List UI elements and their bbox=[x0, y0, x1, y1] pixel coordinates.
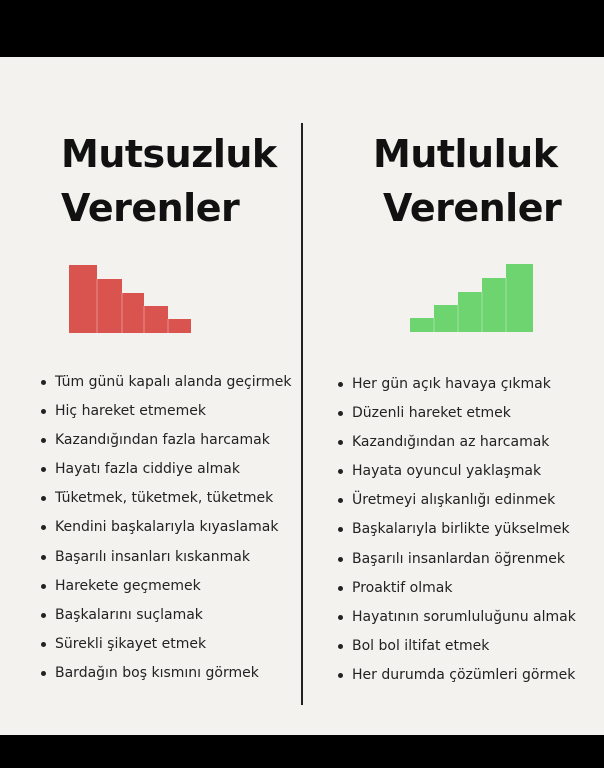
list-item: Her durumda çözümleri görmek bbox=[338, 661, 576, 690]
left-title-line1: Mutsuzluk bbox=[61, 132, 277, 176]
list-item: Sürekli şikayet etmek bbox=[41, 630, 291, 659]
unhappiness-list bbox=[41, 368, 291, 688]
list-item: Kazandığından fazla harcamak bbox=[41, 426, 291, 455]
ascending-stairs-icon bbox=[410, 264, 533, 332]
list-item: Üretmeyi alışkanlığı edinmek bbox=[338, 486, 576, 515]
list-item: Kendini başkalarıyla kıyaslamak bbox=[41, 513, 291, 542]
list-item: Hayatı fazla ciddiye almak bbox=[41, 455, 291, 484]
left-title-line2: Verenler bbox=[61, 186, 240, 230]
happiness-list bbox=[338, 370, 576, 690]
column-divider bbox=[301, 123, 303, 705]
list-item: Başarılı insanlardan öğrenmek bbox=[338, 545, 576, 574]
right-title-line1: Mutluluk bbox=[373, 132, 558, 176]
right-title bbox=[373, 127, 561, 235]
list-item: Tüm günü kapalı alanda geçirmek bbox=[41, 368, 291, 397]
list-item: Başkalarını suçlamak bbox=[41, 601, 291, 630]
list-item: Hayatının sorumluluğunu almak bbox=[338, 603, 576, 632]
list-item: Proaktif olmak bbox=[338, 574, 576, 603]
list-item: Başkalarıyla birlikte yükselmek bbox=[338, 515, 576, 544]
list-item: Düzenli hareket etmek bbox=[338, 399, 576, 428]
left-title bbox=[61, 127, 277, 235]
list-item: Hayata oyuncul yaklaşmak bbox=[338, 457, 576, 486]
infographic-card bbox=[0, 57, 604, 735]
list-item: Her gün açık havaya çıkmak bbox=[338, 370, 576, 399]
list-item: Harekete geçmemek bbox=[41, 572, 291, 601]
right-title-line2: Verenler bbox=[383, 186, 562, 230]
list-item: Başarılı insanları kıskanmak bbox=[41, 543, 291, 572]
descending-stairs-icon bbox=[69, 265, 191, 333]
list-item: Bardağın boş kısmını görmek bbox=[41, 659, 291, 688]
list-item: Bol bol iltifat etmek bbox=[338, 632, 576, 661]
list-item: Tüketmek, tüketmek, tüketmek bbox=[41, 484, 291, 513]
list-item: Kazandığından az harcamak bbox=[338, 428, 576, 457]
list-item: Hiç hareket etmemek bbox=[41, 397, 291, 426]
